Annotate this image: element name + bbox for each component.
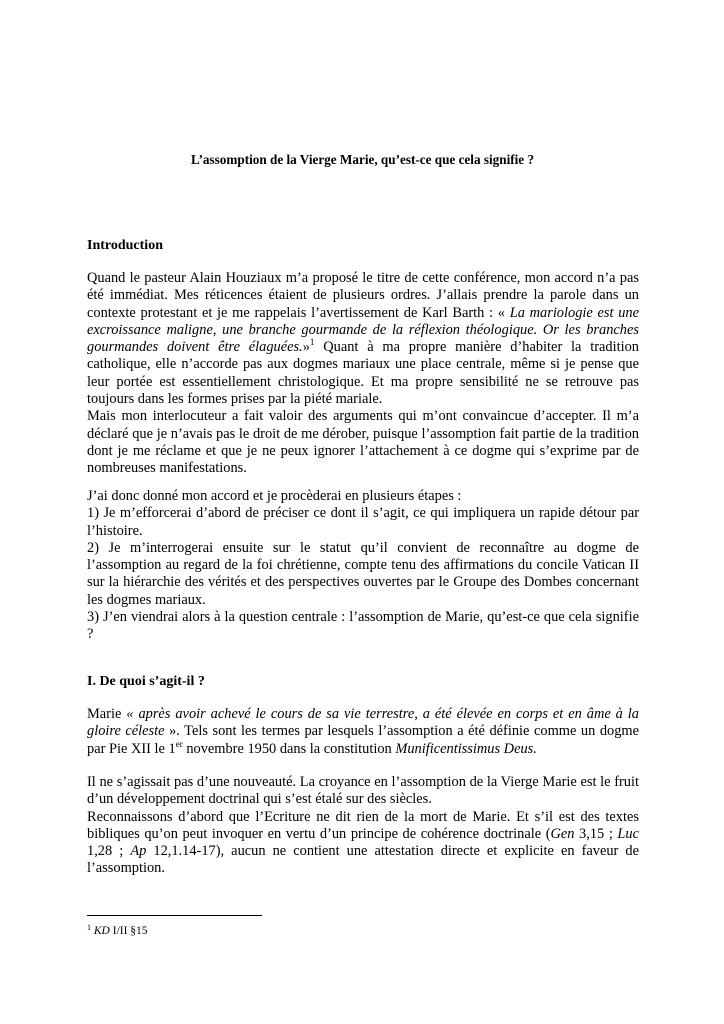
steps-block [87, 488, 639, 644]
section1-paragraph-1-block [87, 706, 639, 758]
intro-p1-text-a: Quand le pasteur Alain Houziaux m’a proposé le titre de cette conférence, mon accord n’a pas été immédiat. Mes réticences étaient de plusieurs ordres. J’allais prendre la parole dans un contexte protestant et je me rappelais l’avertissement de Karl Barth : « [87, 270, 639, 321]
document-title: L’assomption de la Vierge Marie, qu’est-ce que cela signifie ? [190, 152, 535, 167]
step-item: 1) Je m’efforcerai d’abord de préciser ce dont il s’agit, ce qui impliquera un rapide détour par l’histoire. [87, 505, 639, 539]
introduction-heading: Introduction [87, 238, 163, 253]
s1-p1-text-a: Marie [87, 706, 127, 722]
introduction-paragraph-3: J’ai donc donné mon accord et je procèderai en plusieurs étapes : [87, 488, 462, 504]
barth-quote: La mariologie est une excroissance maligne, une branche gourmande de la réflexion théologique. Or les branches gourmandes doivent être élaguées. [87, 304, 639, 356]
step-item: 3) J’en viendrai alors à la question centrale : l’assomption de Marie, qu’est-ce que cela signifie ? [87, 609, 639, 643]
s1-p1-text-b: ». Tels sont les termes par lesquels l’assomption a été définie comme un dogme par Pie XII le 1 [87, 723, 639, 757]
s1-p1-text-c: novembre 1950 dans la constitution [182, 740, 396, 757]
section1-heading-block [87, 673, 639, 690]
ref-gen-verse: 3,15 ; [574, 825, 618, 842]
footnote [87, 924, 148, 938]
section1-paragraph-2: Il ne s’agissait pas d’une nouveauté. La croyance en l’assomption de la Vierge Marie est le fruit d’un développement doctrinal qui s’est étalé sur des siècles. [87, 774, 639, 808]
ordinal-superscript: er [175, 738, 183, 749]
ref-gen: Gen [550, 825, 575, 842]
constitution-title: Munificentissimus Deus. [395, 740, 537, 757]
section1-body-block [87, 774, 639, 878]
introduction-paragraph-1 [87, 270, 639, 408]
footnote-number: 1 [87, 923, 91, 932]
section1-heading: I. De quoi s’agit-il ? [87, 674, 205, 689]
dogma-quote: « après avoir achevé le cours de sa vie terrestre, a été élevée en corps et en âme à la gloire céleste [87, 706, 639, 740]
footnote-text: I/II §15 [109, 925, 148, 937]
barth-quote-close: » [302, 339, 310, 356]
footnote-ref-1[interactable]: 1 [309, 337, 315, 348]
footnote-ref: KD [93, 925, 110, 937]
ref-luc-verse: 1,28 ; [87, 843, 131, 860]
introduction-paragraph-2: Mais mon interlocuteur a fait valoir des arguments qui m’ont convaincue d’accepter. Il m’a déclaré que je n’avais pas le droit de me dérober, puisque l’assomption fait partie de la tradition dont je me réclame et que je ne peux ignorer l’attachement à ce dogme qui s’exprime par de nombreuses manifestations. [87, 408, 639, 477]
ref-ap-verse: 12,1.14-17), aucun ne contient une attestation directe et explicite en faveur de l’assomption. [87, 843, 639, 877]
intro-p1-text-b: Quant à ma propre manière d’habiter la tradition catholique, elle n’accorde pas aux dogmes mariaux une place centrale, même si je pense que leur portée est essentiellement christologique. Et ma propre sensibilité ne se retrouve pas toujours dans les formes prises par la piété mariale. [87, 339, 639, 408]
ref-luc: Luc [617, 825, 639, 842]
section1-paragraph-3 [87, 809, 639, 878]
introduction-heading-block [87, 237, 639, 254]
introduction-body [87, 270, 639, 478]
ref-ap: Ap [130, 843, 147, 860]
section1-paragraph-1 [87, 706, 639, 758]
step-item: 2) Je m’interrogerai ensuite sur le statut qu’il convient de reconnaître au dogme de l’assomption au regard de la foi chrétienne, compte tenu des affirmations du concile Vatican II sur la hiérarchie des vérités et des perspectives ouvertes par le Groupe des Dombes concernant les dogmes mariaux. [87, 539, 639, 608]
s1-p3-text-a: Reconnaissons d’abord que l’Ecriture ne dit rien de la mort de Marie. Et s’il est des textes bibliques qu’on peut invoquer en vertu d’un principe de cohérence doctrinale ( [87, 808, 639, 842]
footnote-separator [87, 915, 262, 916]
